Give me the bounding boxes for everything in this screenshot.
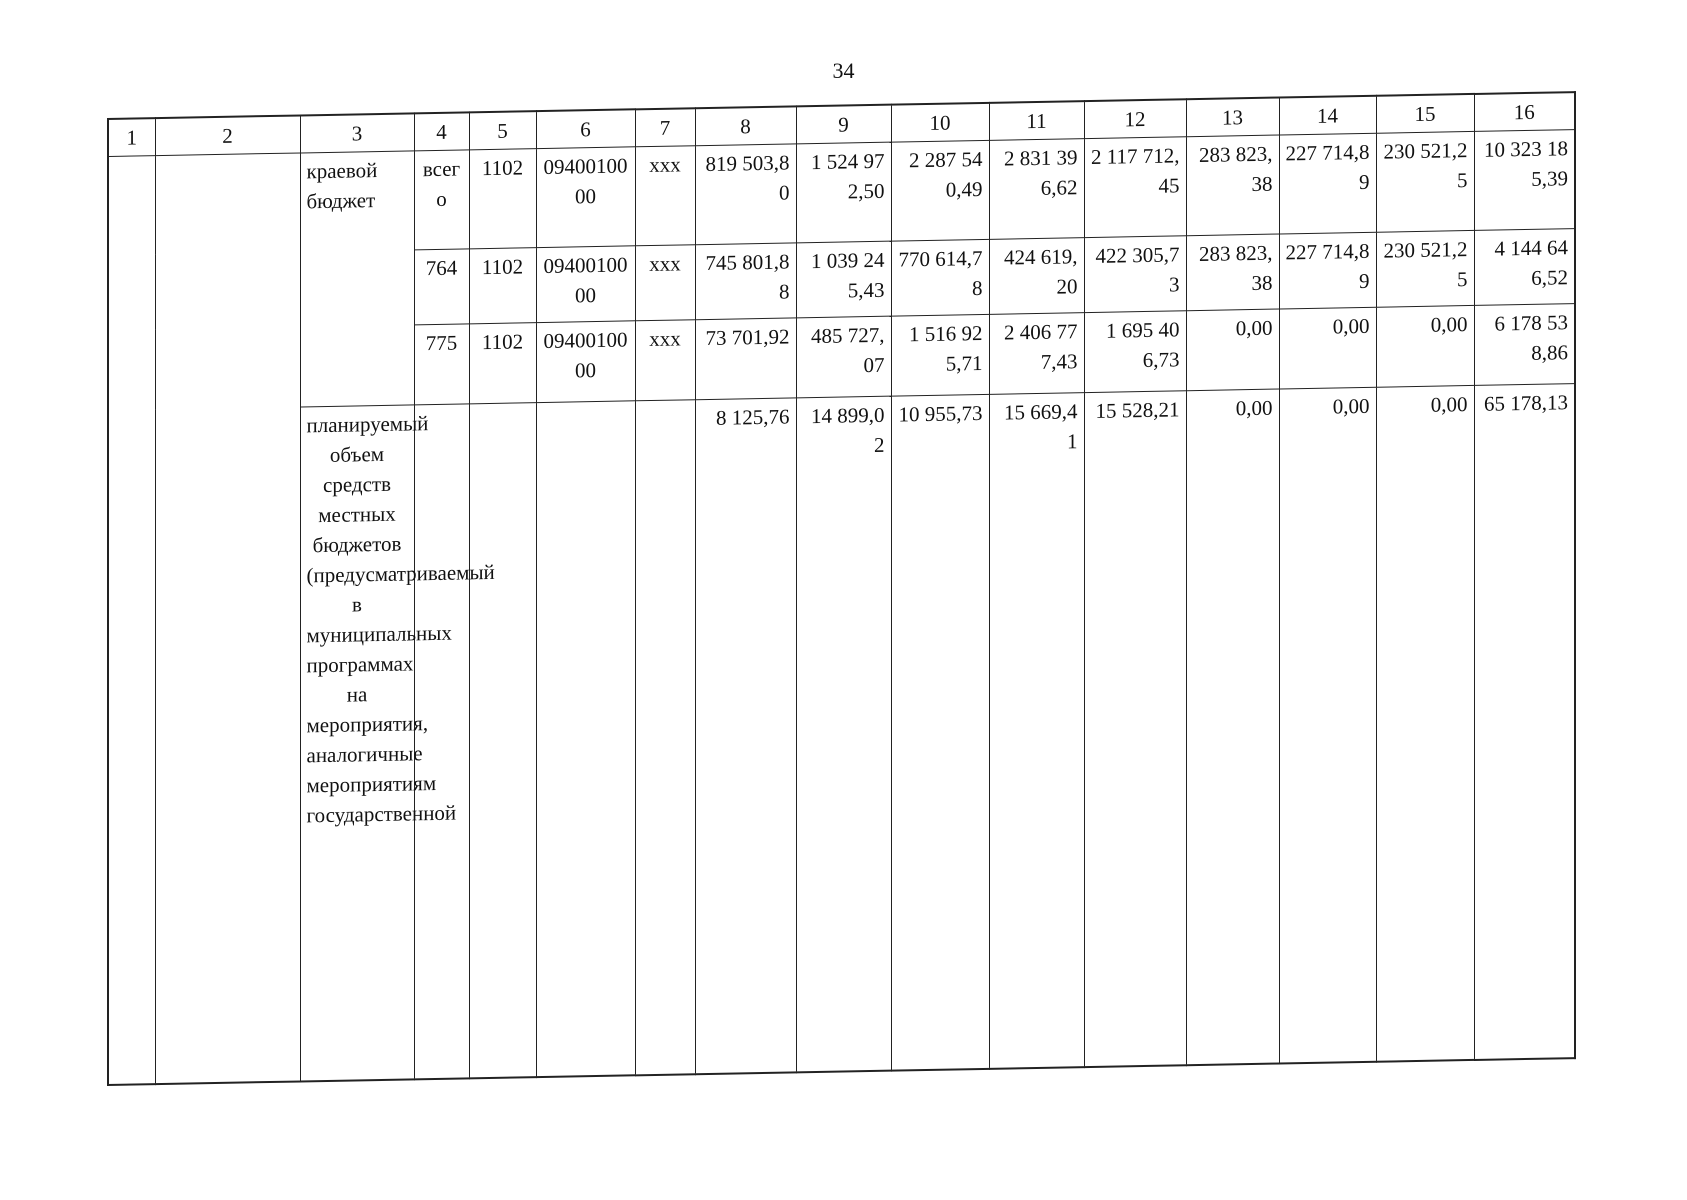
header-cell: 13 [1186,98,1279,137]
csr-cell [536,400,635,1077]
page-number: 34 [832,58,855,83]
value-cell: 2 831 396,62 [989,138,1084,239]
value-cell: 15 528,21 [1084,390,1186,1067]
value-cell: 65 178,13 [1474,383,1575,1060]
header-cell: 16 [1474,92,1575,131]
value-cell: 6 178 538,86 [1474,303,1575,385]
value-cell: 283 823,38 [1186,234,1279,311]
value-cell: 2 287 540,49 [891,140,989,241]
value-cell: 1 524 972,50 [796,142,891,243]
header-cell: 3 [300,113,414,152]
header-cell: 14 [1279,96,1376,135]
value-cell: 422 305,73 [1084,235,1186,312]
value-cell: 227 714,89 [1279,133,1376,234]
col-1-cell [108,155,155,1085]
value-cell: 10 955,73 [891,394,989,1071]
value-cell: 1 516 925,71 [891,314,989,396]
budget-table [107,91,1576,1086]
value-cell: 15 669,41 [989,392,1084,1069]
value-cell: 2 117 712,45 [1084,136,1186,237]
vr-cell: ххх [635,244,695,320]
header-cell: 2 [155,115,300,155]
value-cell: 1 695 406,73 [1084,310,1186,392]
value-cell: 283 823,38 [1186,135,1279,236]
header-cell: 9 [796,105,891,144]
regional-budget-label: краевой бюджет [300,150,414,406]
value-cell: 14 899,02 [796,396,891,1073]
vr-cell: ххх [635,145,695,245]
value-cell: 230 521,25 [1376,131,1474,232]
rz-cell: 1102 [469,247,536,323]
value-cell: 0,00 [1279,387,1376,1064]
table-row [108,383,1575,1085]
value-cell: 0,00 [1279,307,1376,389]
value-cell: 0,00 [1186,309,1279,391]
col-2-cell [155,152,300,1084]
value-cell: 230 521,25 [1376,230,1474,307]
rz-cell: 1102 [469,322,536,403]
header-cell: 12 [1084,99,1186,138]
header-cell: 8 [695,106,796,145]
value-cell: 8 125,76 [695,397,796,1074]
value-cell: 485 727,07 [796,316,891,398]
value-cell: 10 323 185,39 [1474,129,1575,230]
header-cell: 5 [469,111,536,149]
gr-cell: 775 [414,323,469,404]
value-cell: 1 039 245,43 [796,241,891,318]
value-cell: 0,00 [1186,389,1279,1066]
value-cell: 424 619,20 [989,237,1084,314]
csr-cell: 0940010000 [536,245,635,322]
header-cell: 15 [1376,94,1474,133]
header-cell: 10 [891,103,989,142]
gr-cell: 764 [414,248,469,324]
gr-cell: всего [414,149,469,249]
rz-cell [469,402,536,1078]
value-cell: 770 614,78 [891,239,989,316]
value-cell: 4 144 646,52 [1474,228,1575,305]
rz-cell: 1102 [469,148,536,248]
value-cell: 0,00 [1376,305,1474,387]
header-cell: 11 [989,101,1084,140]
header-cell: 7 [635,108,695,146]
vr-cell: ххх [635,319,695,400]
header-cell: 1 [108,118,155,156]
value-cell: 2 406 777,43 [989,312,1084,394]
header-cell: 4 [414,112,469,150]
value-cell: 745 801,88 [695,242,796,319]
vr-cell [635,399,695,1075]
local-budgets-label: планируемый объем средств местных бюджетов (предусматриваемый в муниципальных программах на мероприятия, аналогичные мероприятиям государственной [300,404,414,1081]
value-cell: 227 714,89 [1279,232,1376,309]
header-cell: 6 [536,109,635,148]
value-cell: 0,00 [1376,385,1474,1062]
value-cell: 819 503,80 [695,143,796,244]
value-cell: 73 701,92 [695,317,796,399]
table-frame [107,91,1574,1084]
csr-cell: 0940010000 [536,320,635,402]
csr-cell: 0940010000 [536,146,635,247]
